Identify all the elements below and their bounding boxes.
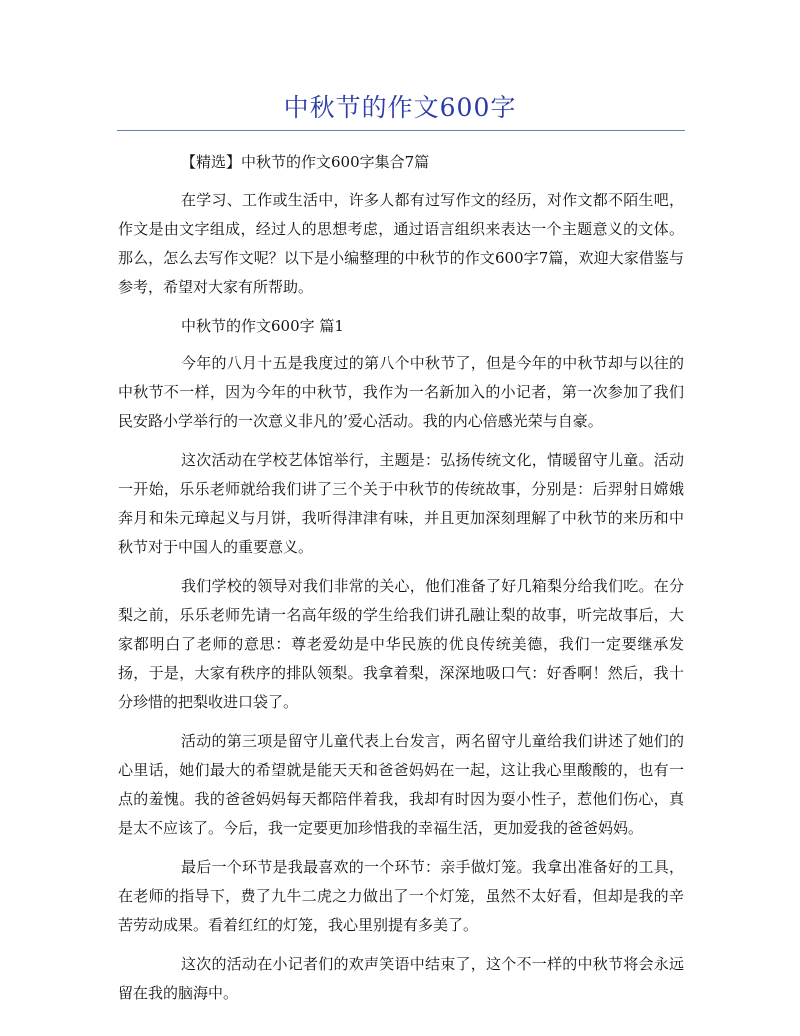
intro-paragraph: 在学习、工作或生活中，许多人都有过写作文的经历，对作文都不陌生吧，作文是由文字组成，经过人的思想考虑，通过语言组织来表达一个主题意义的文体。那么，怎么去写作文呢？以下是小编整理的中秋节的作文600字7篇，欢迎大家借鉴与参考，希望对大家有所帮助。 bbox=[118, 191, 684, 296]
body-paragraph: 我们学校的领导对我们非常的关心，他们准备了好几箱梨分给我们吃。在分梨之前，乐乐老师先请一名高年级的学生给我们讲孔融让梨的故事，听完故事后，大家都明白了老师的意思：尊老爱幼是中华民族的优良传统美德，我们一定要继承发扬，于是，大家有秩序的排队领梨。我拿着梨，深深地吸口气：好香啊！然后，我十分珍惜的把梨收进口袋了。 bbox=[118, 577, 684, 711]
body-paragraph: 这次的活动在小记者们的欢声笑语中结束了，这个不一样的中秋节将会永远留在我的脑海中。 bbox=[118, 955, 684, 1002]
body-paragraph: 活动的第三项是留守儿童代表上台发言，两名留守儿童给我们讲述了她们的心里话，她们最大的希望就是能天天和爸爸妈妈在一起，这让我心里酸酸的，也有一点的羞愧。我的爸爸妈妈每天都陪伴着我，我却有时因为耍小性子，惹他们伤心，真是太不应该了。今后，我一定要更加珍惜我的幸福生活，更加爱我的爸爸妈妈。 bbox=[118, 732, 684, 837]
section-heading: 中秋节的作文600字 篇1 bbox=[181, 317, 344, 335]
document-body bbox=[118, 148, 684, 1018]
document-title: 中秋节的作文600字 bbox=[283, 93, 517, 122]
document-subtitle: 【精选】中秋节的作文600字集合7篇 bbox=[181, 153, 430, 171]
body-paragraph: 今年的八月十五是我度过的第八个中秋节了，但是今年的中秋节却与以往的中秋节不一样，因为今年的中秋节，我作为一名新加入的小记者，第一次参加了我们民安路小学举行的一次意义非凡的’爱心活动。我的内心倍感光荣与自豪。 bbox=[118, 354, 684, 430]
body-paragraph: 这次活动在学校艺体馆举行，主题是：弘扬传统文化，情暖留守儿童。活动一开始，乐乐老师就给我们讲了三个关于中秋节的传统故事，分别是：后羿射日嫦娥奔月和朱元璋起义与月饼，我听得津津有味，并且更加深刻理解了中秋节的来历和中秋节对于中国人的重要意义。 bbox=[118, 451, 684, 556]
body-paragraph: 最后一个环节是我最喜欢的一个环节：亲手做灯笼。我拿出准备好的工具，在老师的指导下，费了九牛二虎之力做出了一个灯笼，虽然不太好看，但却是我的辛苦劳动成果。看着红红的灯笼，我心里别提有多美了。 bbox=[118, 858, 684, 934]
title-divider bbox=[117, 130, 685, 131]
